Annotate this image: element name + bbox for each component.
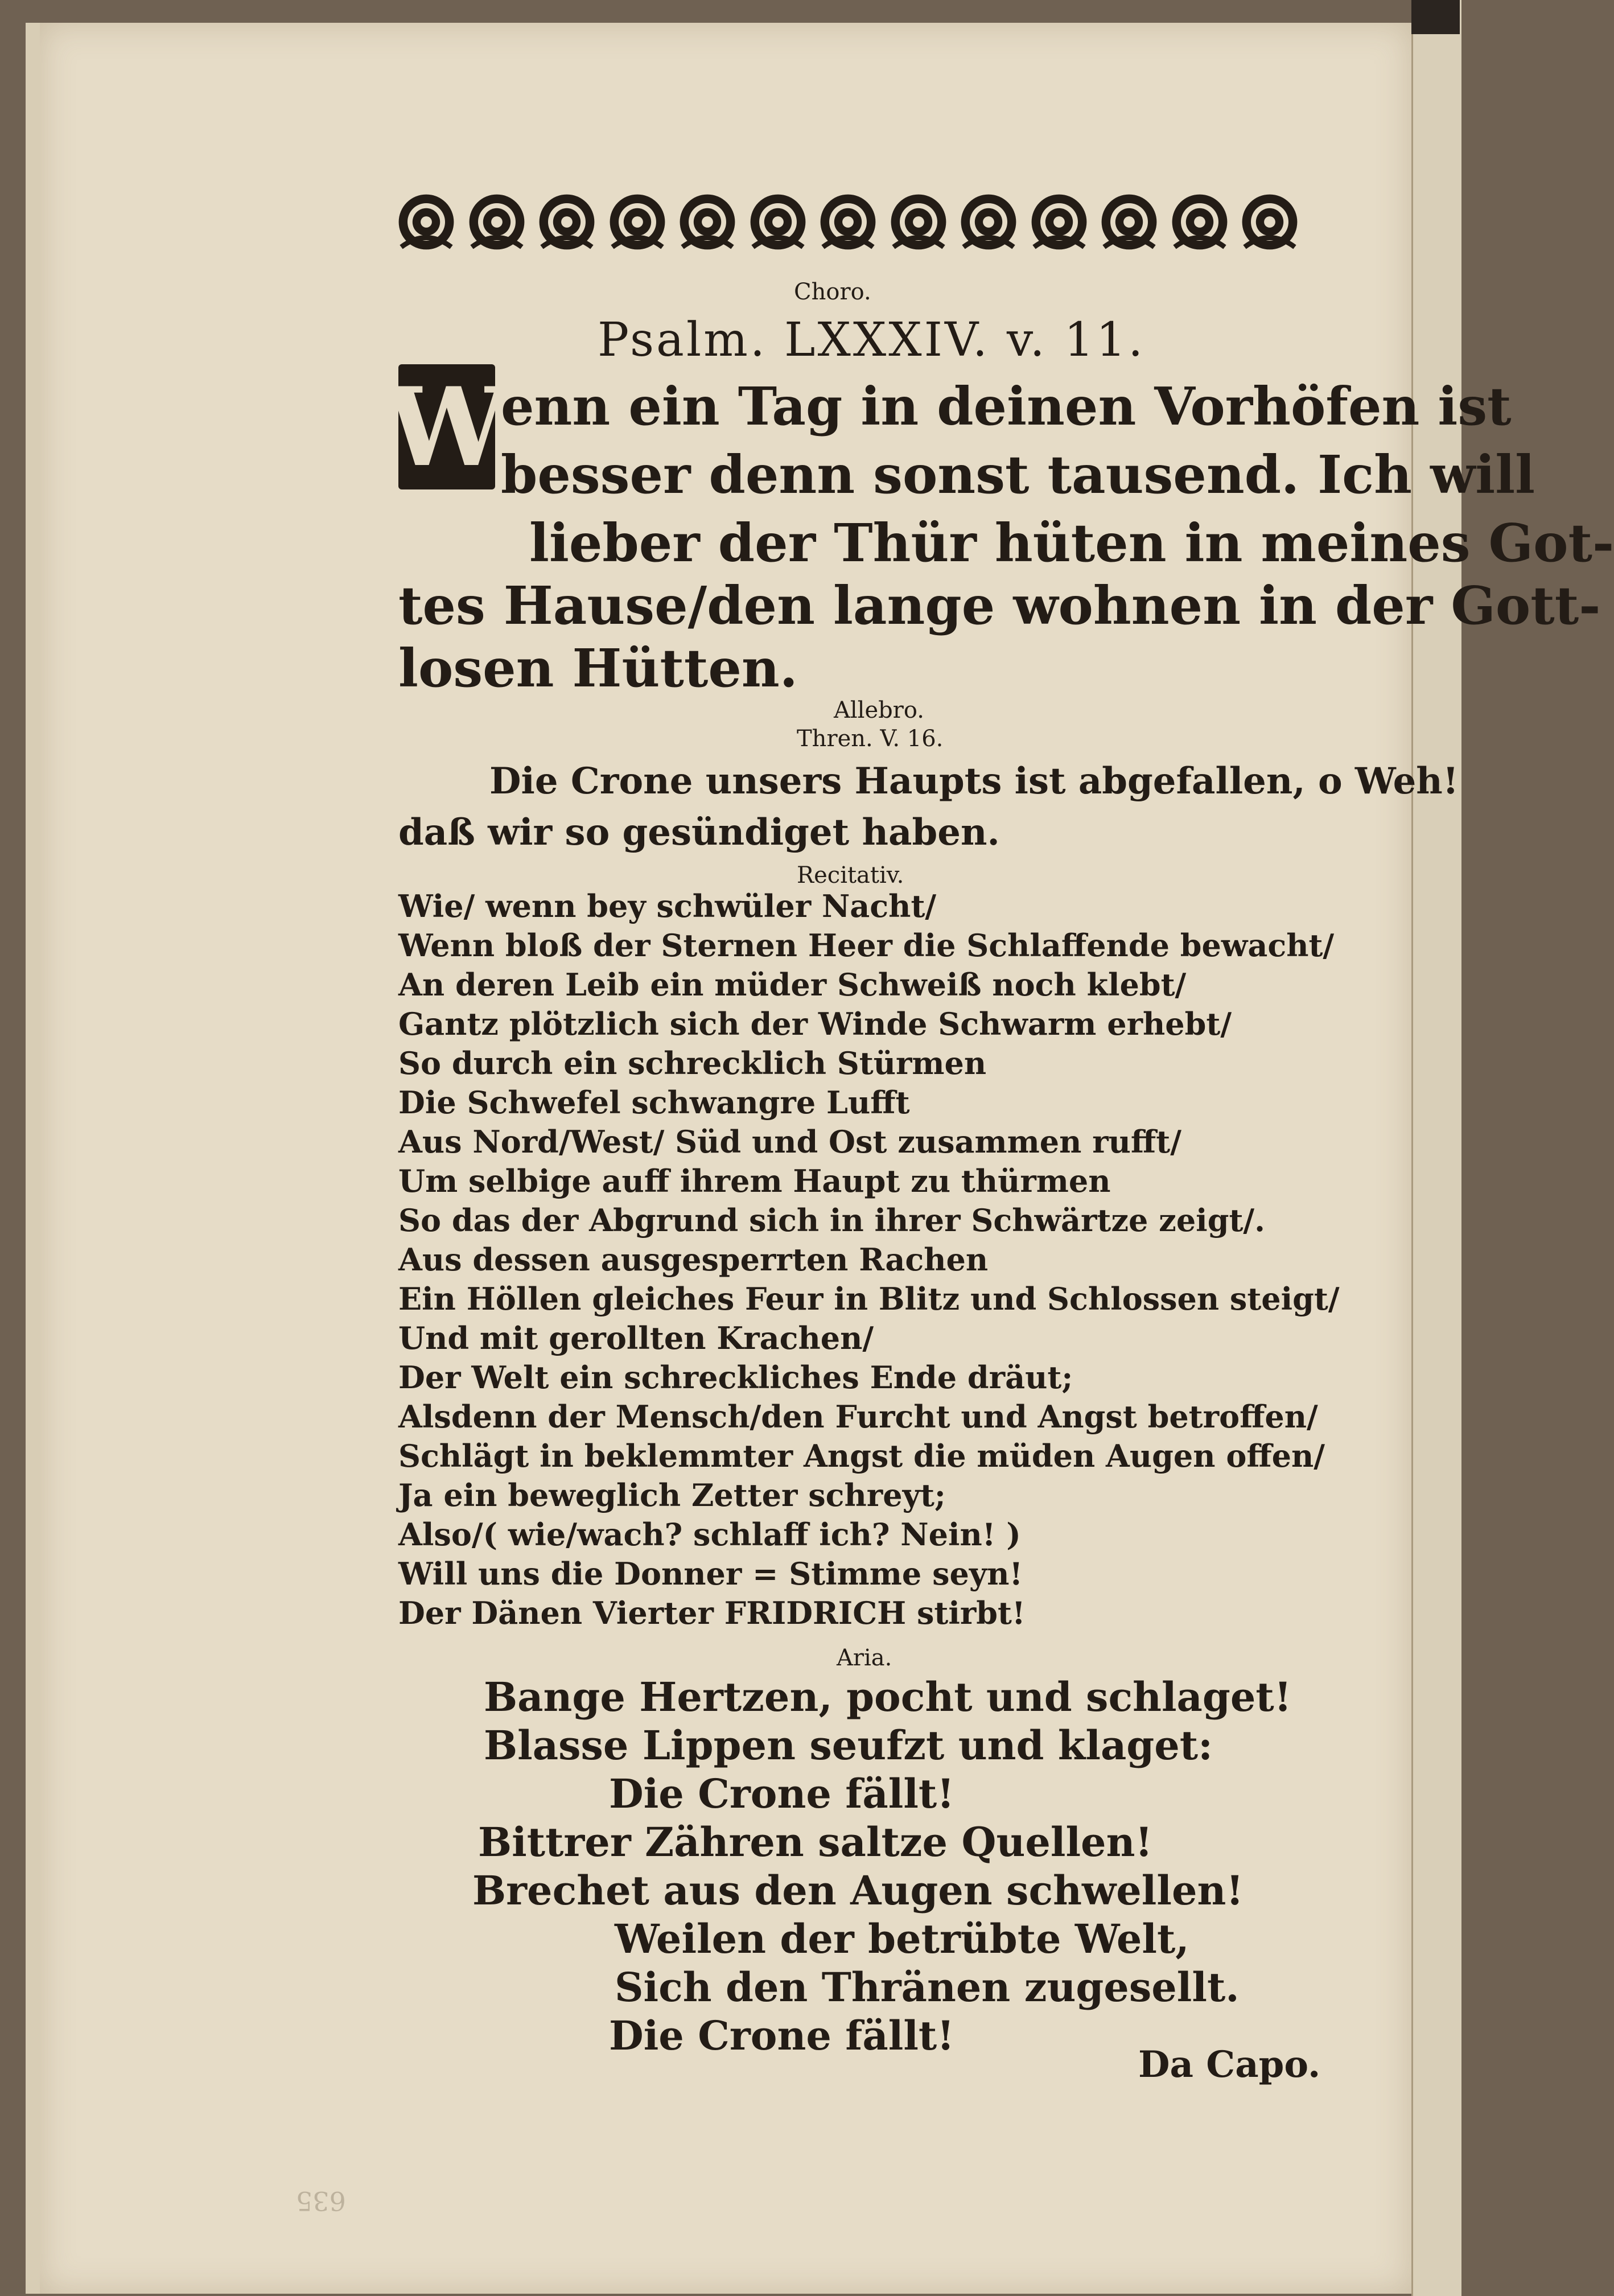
recitativ-label: Recitativ. <box>797 862 904 888</box>
recitativ-line: Aus Nord/West/ Süd und Ost zusammen rufft/ <box>398 1124 1181 1160</box>
rosette-ornament-icon <box>814 191 882 253</box>
recitativ-line: Und mit gerollten Krachen/ <box>398 1320 874 1356</box>
rosette-ornament-icon <box>1026 191 1093 253</box>
allegro-line-1: Die Crone unsers Haupts ist abgefallen, o Weh! <box>489 760 1459 803</box>
recitativ-line: Der Welt ein schreckliches Ende dräut; <box>398 1359 1073 1396</box>
aria-line: Bittrer Zähren saltze Quellen! <box>478 1818 1153 1866</box>
allegro-label: Allebro. <box>834 697 924 723</box>
rosette-ornament-icon <box>533 191 600 253</box>
recitativ-line: Wie/ wenn bey schwüler Nacht/ <box>398 888 937 924</box>
rosette-ornament-icon <box>1166 191 1233 253</box>
psalm-heading: Psalm. LXXXIV. v. 11. <box>598 313 1146 367</box>
da-capo: Da Capo. <box>1138 2043 1321 2086</box>
recitativ-line: Die Schwefel schwangre Lufft <box>398 1084 910 1121</box>
recitativ-line: An deren Leib ein müder Schweiß noch klebt/ <box>398 966 1187 1003</box>
rosette-ornament-icon <box>463 191 530 253</box>
drop-cap-initial: W <box>386 363 508 491</box>
rosette-ornament-icon <box>604 191 671 253</box>
verse-line-4: tes Hause/den lange wohnen in der Gott- <box>398 575 1601 636</box>
rosette-ornament-icon <box>885 191 952 253</box>
rosette-ornament-icon <box>674 191 741 253</box>
recitativ-line: So durch ein schrecklich Stürmen <box>398 1045 987 1081</box>
recitativ-line: Also/( wie/wach? schlaff ich? Nein! ) <box>398 1516 1021 1553</box>
recitativ-line: Schlägt in beklemmter Angst die müden Augen offen/ <box>398 1438 1325 1474</box>
aria-line: Brechet aus den Augen schwellen! <box>472 1867 1244 1914</box>
rosette-ornament-icon <box>1236 191 1303 253</box>
allegro-line-2: daß wir so gesündiget haben. <box>398 811 1000 854</box>
rosette-ornament-icon <box>1096 191 1163 253</box>
aria-line: Die Crone fällt! <box>609 2012 954 2059</box>
verse-line-5: losen Hütten. <box>398 637 798 699</box>
recitativ-line: Wenn bloß der Sternen Heer die Schlaffende bewacht/ <box>398 927 1335 964</box>
recitativ-line: Ein Höllen gleiches Feur in Blitz und Schlossen steigt/ <box>398 1281 1340 1317</box>
binding-tab <box>1411 0 1460 34</box>
ornament-border <box>393 188 1303 256</box>
verse-line-2: besser denn sonst tausend. Ich will <box>501 444 1535 505</box>
threnody-reference: Thren. V. 16. <box>797 726 944 752</box>
rosette-ornament-icon <box>955 191 1022 253</box>
rosette-ornament-icon <box>744 191 812 253</box>
recitativ-line: So das der Abgrund sich in ihrer Schwärtze zeigt/. <box>398 1202 1265 1238</box>
facing-page-edge <box>1411 0 1461 2296</box>
recitativ-line: Alsdenn der Mensch/den Furcht und Angst betroffen/ <box>398 1398 1318 1435</box>
aria-line: Sich den Thränen zugesellt. <box>615 1964 1240 2011</box>
aria-line: Blasse Lippen seufzt und klaget: <box>484 1722 1213 1769</box>
verse-line-3: lieber der Thür hüten in meines Got- <box>529 512 1614 574</box>
recitativ-line: Um selbige auff ihrem Haupt zu thürmen <box>398 1163 1111 1199</box>
rosette-ornament-icon <box>393 191 460 253</box>
aria-line: Weilen der betrübte Welt, <box>615 1915 1189 1962</box>
recitativ-line: Ja ein beweglich Zetter schreyt; <box>398 1477 946 1513</box>
recitativ-line: Gantz plötzlich sich der Winde Schwarm erhebt/ <box>398 1006 1232 1042</box>
verse-line-1: enn ein Tag in deinen Vorhöfen ist <box>501 376 1512 437</box>
recitativ-line: Aus dessen ausgesperrten Rachen <box>398 1241 989 1278</box>
aria-line: Bange Hertzen, pocht und schlaget! <box>484 1673 1292 1721</box>
choro-label: Choro. <box>794 279 871 305</box>
recitativ-line: Der Dänen Vierter FRIDRICH stirbt! <box>398 1595 1026 1631</box>
aria-label: Aria. <box>837 1645 892 1671</box>
aria-line: Die Crone fällt! <box>609 1770 954 1817</box>
recitativ-line: Will uns die Donner = Stimme seyn! <box>398 1556 1023 1592</box>
inventory-stamp: 635 <box>296 2186 346 2216</box>
